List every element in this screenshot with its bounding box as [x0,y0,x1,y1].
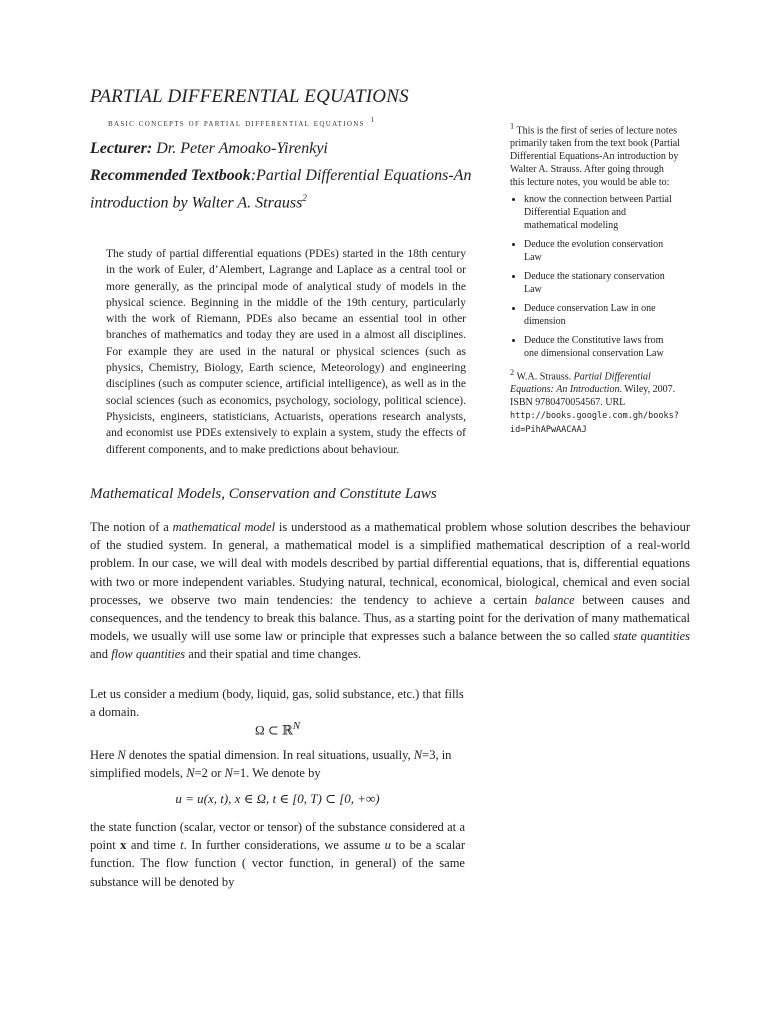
footnote-ref-1[interactable]: 1 [370,116,375,124]
reference-url[interactable]: http://books.google.com.gh/books?id=PihAPwAACAAJ [510,411,679,436]
emphasis-state-quantities: state quantities [613,629,690,644]
lecturer-name: Dr. Peter Amoako-Yirenkyi [152,140,328,157]
emphasis-mathematical-model: mathematical model [172,520,276,534]
footnote-ref-2[interactable]: 2 [302,193,307,203]
margin-note-1-number: 1 [510,122,515,131]
body-paragraph-2: Let us consider a medium (body, liquid, gas, solid substance, etc.) that fills a domain. [90,687,464,720]
subtitle [108,116,374,129]
list-item: • Deduce the evolution conservation Law [524,238,680,264]
intro-paragraph: The study of partial differential equations (PDEs) started in the 18th century in the work of Euler, d’Alembert, Lagrange and Laplace as a central tool or more generally, as the principal mode of analytical study of models in the physical science. Beginning in the middle of the 19th century, particularly with the work of Riemann, PDEs also became an essential tool in other branches of mathematics and today they are used in a almost all disciplines. For example they are used in the natural or physical sciences (such as physics, Chemistry, Biology, Earth science, Meteorology) and engineering disciplines (such as computer science, artificial intelligence), as well as in the social sciences (such as economics, psychology, sociology, political science). Physicists, engineers, statisticians, Actuarists, operations research analysts, and economist use PDEs extensively to explain a system, study the effects of different components, and to make predictions about behaviour. [106,248,466,456]
objectives-list [510,193,680,360]
margin-note-2-number: 2 [510,368,515,377]
equation-domain: Ω ⊂ ℝ$^N$ [254,720,301,738]
list-item: • Deduce the Constitutive laws from one dimensional conservation Law [524,334,680,360]
body-paragraph-1: The notion of a mathematical model is understood as a mathematical problem whose solution describes the behaviour of the studied system. In general, a mathematical model is a simplified mathematical description of a real-world problem. In our case, we will deal with models described by partial differential equations, that is, differential equations with two or more independent variables. Studying natural, technical, economical, biological, chemical and even social processes, we observe two main tendencies: the tendency to achieve a certain balance between causes and consequences, and the tendency to break this balance. Thus, as a starting point for the derivation of many mathematical models, we usually will use some law or principle that expresses such a balance between the so called state quantities and flow quantities and their spatial and time changes. [90,520,690,662]
list-item: • Deduce conservation Law in one dimension [524,302,680,328]
emphasis-flow-quantities: flow quantities [111,647,186,662]
page-title: PARTIAL DIFFERENTIAL EQUATIONS [90,86,409,107]
textbook-label: Recommended Textbook [90,167,251,184]
reference-title: Partial Differential Equations: An Introduction [510,371,651,396]
list-item: • know the connection between Partial Differential Equation and mathematical modeling [524,193,680,232]
subtitle-text: basic concepts of partial differential equations [108,119,365,130]
textbook-line [90,164,475,214]
margin-note-1 [510,120,680,366]
body-paragraph-3: Here N denotes the spatial dimension. In real situations, usually, N=3, in simplified models, N=2 or N=1. We denote by [90,748,452,781]
body-paragraph-4: the state function (scalar, vector or tensor) of the substance considered at a point x and time t. In further considerations, we assume u to be a scalar function. The flow function ( vector function, in general) of the same substance will be denoted by [90,820,466,889]
equation-state-function: u = u(x, t), x ∈ Ω, t ∈ [0, T) ⊂ [0, +∞) [175,791,380,806]
list-item: • Deduce the stationary conservation Law [524,270,680,296]
lecturer-label: Lecturer: [90,140,153,157]
margin-note-2 [510,366,680,437]
margin-note-1-text: This is the first of series of lecture notes primarily taken from the text book (Partial Differential Equations-An introduction by Walter A. Strauss. After going through this lecture notes, you would be able to: [510,125,680,189]
reference-author: W.A. Strauss. [514,371,574,383]
lecturer-line [90,140,328,158]
section-heading: Mathematical Models, Conservation and Constitute Laws [90,486,437,502]
emphasis-balance: balance [534,592,575,607]
reference-publisher: . Wiley, 2007. ISBN 9780470054567. URL [510,384,676,409]
textbook-title: :Partial Differential Equations-An introduction by Walter A. Strauss [90,167,472,212]
